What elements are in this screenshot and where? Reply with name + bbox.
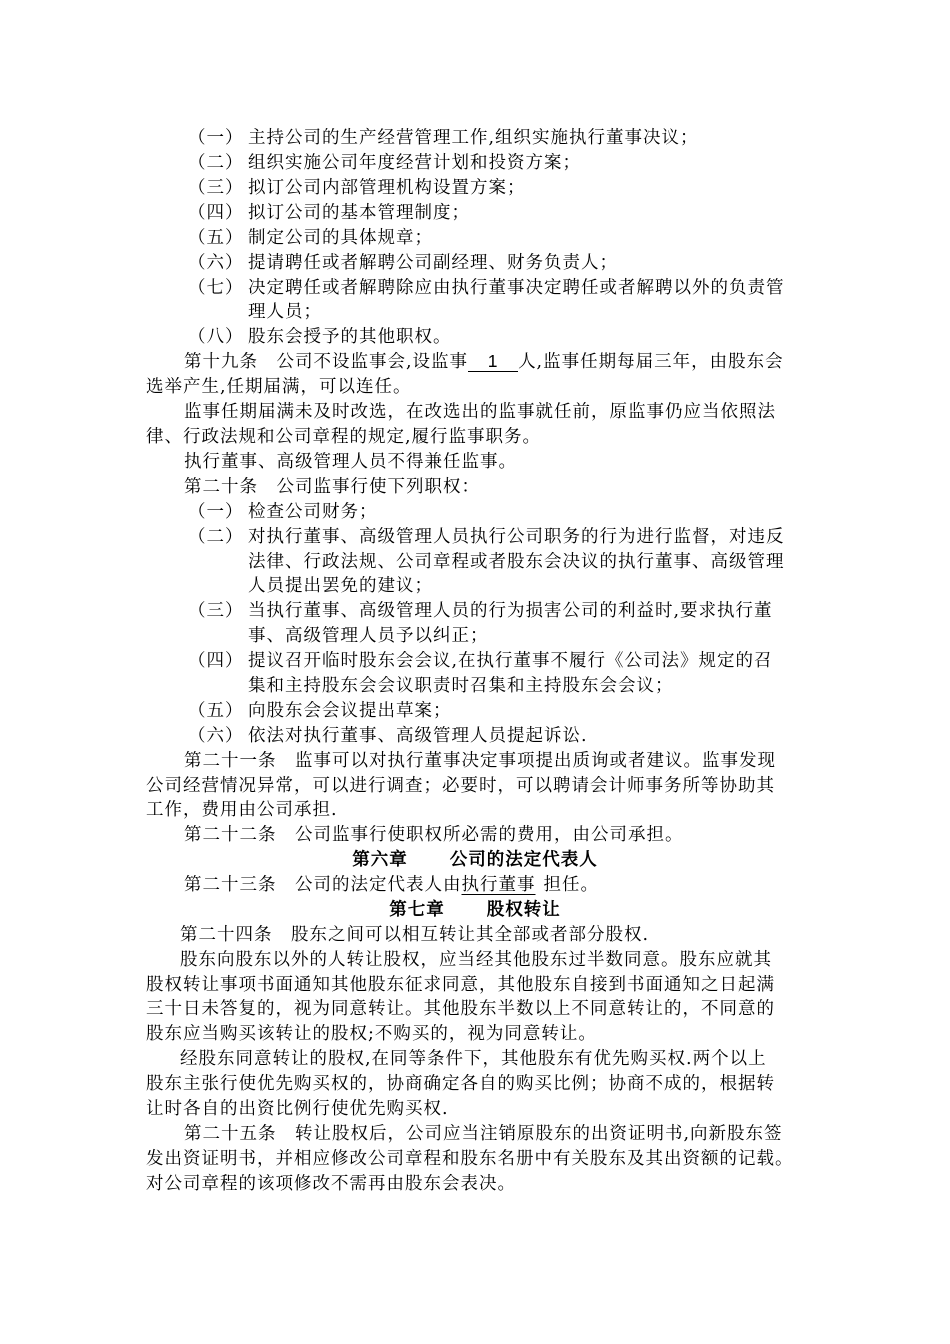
paragraph-line: 让时各自的出资比例行使优先购买权. [146, 1099, 449, 1119]
list-item-text: 拟订公司的基本管理制度； [248, 203, 470, 223]
list-item-text: 股东会授予的其他职权。 [248, 327, 452, 347]
article-23-text: 担任。 [543, 875, 599, 895]
paragraph-line: 监事任期届满未及时改选，在改选出的监事就任前，原监事仍应当依照法 [184, 402, 776, 422]
list-item-number: （二） [188, 153, 244, 173]
paragraph-line: 股东主张行使优先购买权的，协商确定各自的购买比例；协商不成的，根据转 [146, 1074, 775, 1094]
list-item-text: 制定公司的具体规章； [248, 228, 433, 248]
paragraph-line: 三十日未答复的，视为同意转让。其他股东半数以上不同意转让的，不同意的 [146, 999, 775, 1019]
list-item-text: 检查公司财务； [248, 502, 378, 522]
list-item-text: 集和主持股东会会议职责时召集和主持股东会会议； [248, 676, 674, 696]
chapter-number: 第六章 [352, 850, 408, 870]
list-item-number: （六） [188, 253, 244, 273]
chapter-title: 公司的法定代表人 [449, 850, 598, 870]
list-item-number: （八） [188, 327, 244, 347]
list-item-number: （一） [188, 128, 244, 148]
chapter-number: 第七章 [389, 900, 445, 920]
article-19-line: 选举产生,任期届满，可以连任。 [146, 377, 412, 397]
paragraph-line: 律、行政法规和公司章程的规定,履行监事职务。 [146, 427, 542, 447]
list-item-number: （七） [188, 278, 244, 298]
list-item-text: 事、高级管理人员予以纠正； [248, 626, 489, 646]
list-item-text: 当执行董事、高级管理人员的行为损害公司的利益时,要求执行董 [248, 601, 773, 621]
list-item-number: （六） [188, 726, 244, 746]
chapter-6-heading [0, 848, 950, 872]
list-item-text: 提议召开临时股东会会议,在执行董事不履行《公司法》规定的召 [248, 651, 773, 671]
list-item-text: 向股东会会议提出草案； [248, 701, 452, 721]
chapter-7-heading [0, 898, 950, 922]
list-item-text: 人员提出罢免的建议； [248, 576, 433, 596]
supervisor-count-field: 1 [468, 351, 518, 372]
list-item-text: 依法对执行董事、高级管理人员提起诉讼. [248, 726, 588, 746]
list-item-text: 对执行董事、高级管理人员执行公司职务的行为进行监督，对违反 [248, 527, 785, 547]
article-19-text: 人,监事任期每届三年，由股东会 [518, 352, 784, 372]
article-23-text: 第二十三条 公司的法定代表人由 [184, 875, 462, 895]
list-item-number: （五） [188, 228, 244, 248]
article-21-line: 公司经营情况异常，可以进行调查；必要时，可以聘请会计师事务所等协助其 [146, 776, 775, 796]
list-item-text: 提请聘任或者解聘公司副经理、财务负责人； [248, 253, 618, 273]
list-item-number: （二） [188, 527, 244, 547]
article-21-line: 第二十一条 监事可以对执行董事决定事项提出质询或者建议。监事发现 [184, 751, 776, 771]
list-item-text: 组织实施公司年度经营计划和投资方案； [248, 153, 581, 173]
article-21-line: 工作，费用由公司承担. [146, 800, 338, 820]
article-25-line: 发出资证明书，并相应修改公司章程和股东名册中有关股东及其出资额的记载。 [146, 1149, 794, 1169]
chapter-title: 股权转让 [486, 900, 561, 920]
list-item-number: （一） [188, 502, 244, 522]
list-item-text: 决定聘任或者解聘除应由执行董事决定聘任或者解聘以外的负责管 [248, 278, 785, 298]
list-item-number: （四） [188, 203, 244, 223]
list-item-number: （四） [188, 651, 244, 671]
paragraph-line: 股权转让事项书面通知其他股东征求同意，其他股东自接到书面通知之日起满 [146, 975, 775, 995]
article-25-line: 对公司章程的该项修改不需再由股东会表决。 [146, 1174, 516, 1194]
article-24-line: 第二十四条 股东之间可以相互转让其全部或者部分股权. [180, 925, 650, 945]
list-item-text: 法律、行政法规、公司章程或者股东会决议的执行董事、高级管理 [248, 552, 785, 572]
article-22-line: 第二十二条 公司监事行使职权所必需的费用，由公司承担。 [184, 825, 684, 845]
paragraph-line: 执行董事、高级管理人员不得兼任监事。 [184, 452, 517, 472]
paragraph-line: 经股东同意转让的股权,在同等条件下，其他股东有优先购买权.两个以上 [180, 1049, 767, 1069]
list-item-number: （五） [188, 701, 244, 721]
article-19-text: 第十九条 公司不设监事会,设监事 [184, 352, 469, 372]
article-19-line [184, 350, 784, 374]
list-item-text: 拟订公司内部管理机构设置方案； [248, 178, 526, 198]
list-item-text: 理人员； [248, 302, 322, 322]
list-item-number: （三） [188, 601, 244, 621]
paragraph-line: 股东应当购买该转让的股权;不购买的，视为同意转让。 [146, 1024, 597, 1044]
list-item-number: （三） [188, 178, 244, 198]
legal-representative-field: 执行董事 [461, 875, 536, 895]
paragraph-line: 股东向股东以外的人转让股权，应当经其他股东过半数同意。股东应就其 [180, 950, 772, 970]
list-item-text: 主持公司的生产经营管理工作,组织实施执行董事决议； [248, 128, 699, 148]
article-25-line: 第二十五条 转让股权后，公司应当注销原股东的出资证明书,向新股东签 [184, 1124, 783, 1144]
article-23-line [184, 873, 599, 897]
article-20-line: 第二十条 公司监事行使下列职权： [184, 477, 480, 497]
